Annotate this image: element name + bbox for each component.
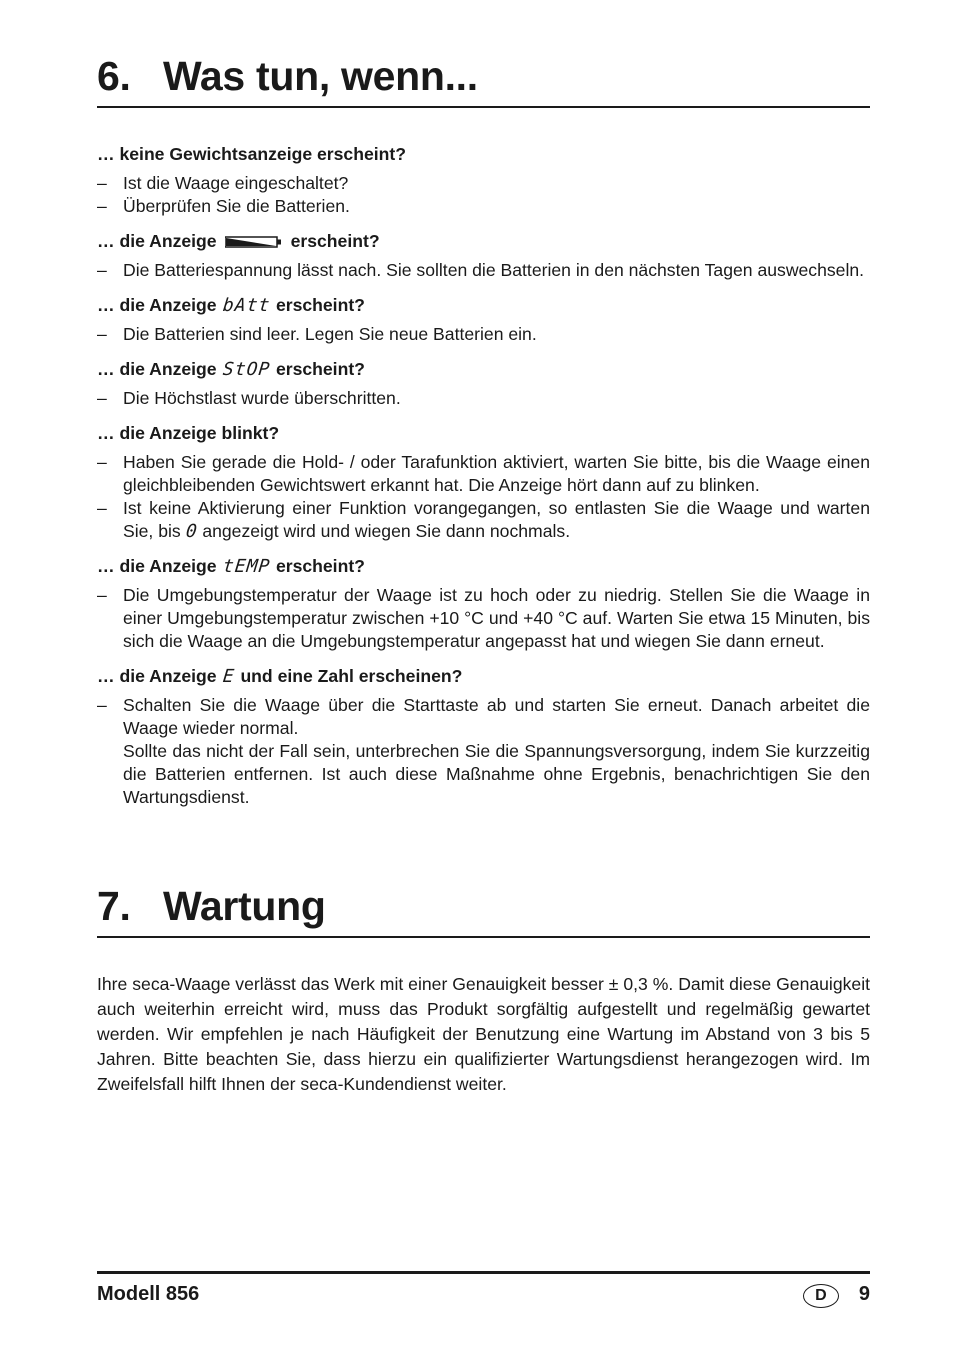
- page-number: 9: [858, 1282, 870, 1305]
- section-6-number: 6.: [97, 53, 131, 99]
- faq-question: … die Anzeige E und eine Zahl erscheinen?: [97, 666, 463, 687]
- faq-question: … die Anzeige erscheint?: [97, 231, 380, 251]
- faq-answer: – Überprüfen Sie die Batterien.: [97, 196, 350, 216]
- faq-answer-list: [97, 323, 870, 346]
- battery-low-icon: [225, 235, 281, 249]
- faq-answer: – Schalten Sie die Waage über die Starttaste ab und starten Sie erneut. Danach arbeitet die Waage wieder normal. Sollte das nicht der Fall sein, unterbrechen Sie die Spannungsversorgung, indem Sie kurzzeitig die Batterien entfernen. Ist auch diese Maßnahme ohne Ergebnis, benachrichtigen Sie den Wartungsdienst.: [97, 695, 870, 807]
- troubleshooting-list: [97, 143, 870, 821]
- display-code: bAtt: [221, 295, 272, 316]
- faq-answer-list: [97, 451, 870, 543]
- section-6-title: Was tun, wenn...: [163, 53, 478, 99]
- section-6-heading: [97, 52, 870, 108]
- faq-answer: – Die Umgebungstemperatur der Waage ist zu hoch oder zu niedrig. Stellen Sie die Waage in einer Umgebungstemperatur zwischen +10 °C und +40 °C auf. Warten Sie etwa 15 Minuten, bis sich die Waage an die Umgebungstemperatur angepasst hat und wiegen Sie dann erneut.: [97, 585, 870, 651]
- display-code: 0: [184, 521, 199, 542]
- display-code: StOP: [221, 359, 272, 380]
- faq-answer: – Die Batterien sind leer. Legen Sie neue Batterien ein.: [97, 324, 537, 344]
- faq-answer: – Die Höchstlast wurde überschritten.: [97, 388, 401, 408]
- faq-answer-list: [97, 172, 870, 218]
- faq-question: … die Anzeige StOP erscheint?: [97, 359, 365, 380]
- faq-question: … die Anzeige blinkt?: [97, 423, 280, 443]
- faq-question: [97, 143, 870, 166]
- section-7-heading: [97, 882, 870, 938]
- faq-question: … die Anzeige tEMP erscheint?: [97, 556, 365, 577]
- faq-question-text: … keine Gewichtsanzeige erscheint?: [97, 144, 406, 164]
- faq-answer-list: [97, 259, 870, 282]
- model-name: Modell 856: [97, 1282, 200, 1305]
- section-7-title: Wartung: [163, 883, 326, 929]
- faq-question: … die Anzeige bAtt erscheint?: [97, 295, 365, 316]
- faq-answer: – Die Batteriespannung lässt nach. Sie sollten die Batterien in den nächsten Tagen auswechseln.: [97, 260, 865, 280]
- display-code: E: [221, 666, 236, 687]
- faq-answer: – Ist keine Aktivierung einer Funktion vorangegangen, so entlasten Sie die Waage und warten Sie, bis 0 angezeigt wird und wiegen Sie dann nochmals.: [97, 498, 870, 542]
- language-badge: D: [803, 1284, 839, 1308]
- section-7-number: 7.: [97, 883, 131, 929]
- page-footer: [97, 1271, 870, 1308]
- faq-answer-list: [97, 694, 870, 809]
- faq-answer-list: [97, 387, 870, 410]
- maintenance-paragraph: Ihre seca-Waage verlässt das Werk mit einer Genauigkeit besser ± 0,3 %. Damit diese Genauigkeit auch weiterhin erreicht wird, muss das Produkt sorgfältig aufgestellt und regelmäßig gewartet werden. Wir empfehlen je nach Häufigkeit der Benutzung eine Wartung im Abstand von 3 bis 5 Jahren. Bitte beachten Sie, dass hierzu ein qualifizierter Wartungsdienst herangezogen wird. Im Zweifelsfall hilft Ihnen der seca-Kundendienst weiter.: [97, 974, 870, 1094]
- faq-answer: – Ist die Waage eingeschaltet?: [97, 173, 349, 193]
- faq-answer-list: [97, 584, 870, 653]
- faq-answer: – Haben Sie gerade die Hold- / oder Tarafunktion aktiviert, warten Sie bitte, bis die Waage einen gleichbleibenden Gewichtswert erkannt hat. Die Anzeige hört dann auf zu blinken.: [97, 452, 870, 495]
- display-code: tEMP: [221, 556, 272, 577]
